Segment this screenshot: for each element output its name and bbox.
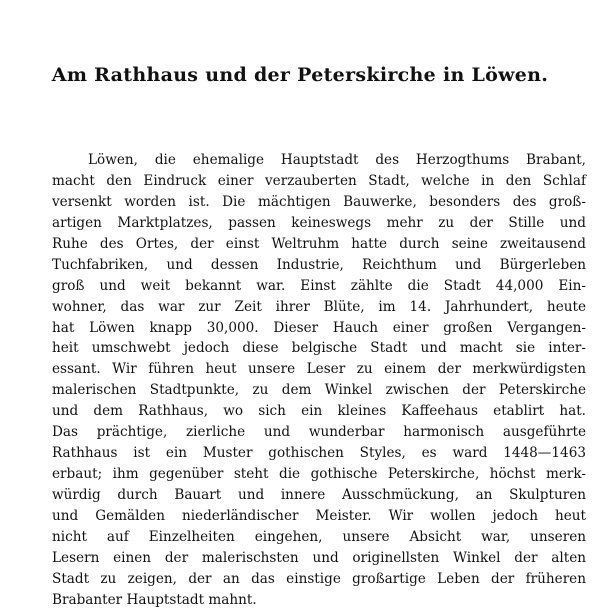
text-line: erbaut; ihm gegenüber steht die gothische Peterskirche, höchst merk-: [52, 466, 586, 483]
article-body: [52, 150, 586, 611]
text-line: Rathhaus ist ein Muster gothischen Styles, es ward 1448—1463: [52, 445, 586, 462]
text-line: Löwen, die ehemalige Hauptstadt des Herzogthums Brabant,: [88, 152, 586, 168]
text-line: und Gemälden niederländischer Meister. Wir wollen jedoch heut: [52, 507, 586, 524]
text-line: essant. Wir führen heut unsere Leser zu einem der merkwürdigsten: [52, 361, 586, 378]
text-line: wohner, das war zur Zeit ihrer Blüte, im 14. Jahrhundert, heute: [52, 298, 586, 315]
text-line: malerischen Stadtpunkte, zu dem Winkel zwischen der Peterskirche: [52, 382, 586, 399]
text-line: Tuchfabriken, und dessen Industrie, Reichthum und Bürgerleben: [52, 256, 586, 273]
text-line: Brabanter Hauptstadt mahnt.: [52, 591, 257, 608]
text-line: Das prächtige, zierliche und wunderbar harmonisch ausgeführte: [52, 424, 586, 441]
text-line: heit umschwebt jedoch diese belgische Stadt und macht sie inter-: [52, 340, 586, 357]
text-line: Lesern einen der malerischsten und originellsten Winkel der alten: [52, 549, 586, 566]
text-line: nicht auf Einzelheiten eingehen, unsere Absicht war, unseren: [52, 528, 586, 545]
text-line: versenkt worden ist. Die mächtigen Bauwerke, besonders des groß-: [52, 193, 586, 210]
text-line: und dem Rathhaus, wo sich ein kleines Kaffeehaus etablirt hat.: [52, 403, 586, 420]
text-line: Ruhe des Ortes, der einst Weltruhm hatte durch seine zweitausend: [52, 235, 586, 252]
text-line: artigen Marktplatzes, passen keineswegs mehr zu der Stille und: [52, 214, 586, 231]
text-line: macht den Eindruck einer verzauberten Stadt, welche in den Schlaf: [52, 172, 586, 189]
text-line: würdig durch Bauart und innere Ausschmückung, an Skulpturen: [52, 487, 586, 503]
text-line: hat Löwen knapp 30,000. Dieser Hauch einer großen Vergangen-: [52, 319, 586, 336]
text-line: groß und weit bekannt war. Einst zählte die Stadt 44,000 Ein-: [52, 277, 586, 294]
article-title: Am Rathhaus und der Peterskirche in Löwen.: [51, 64, 549, 86]
text-line: Stadt zu zeigen, der an das einstige großartige Leben der früheren: [52, 570, 586, 587]
